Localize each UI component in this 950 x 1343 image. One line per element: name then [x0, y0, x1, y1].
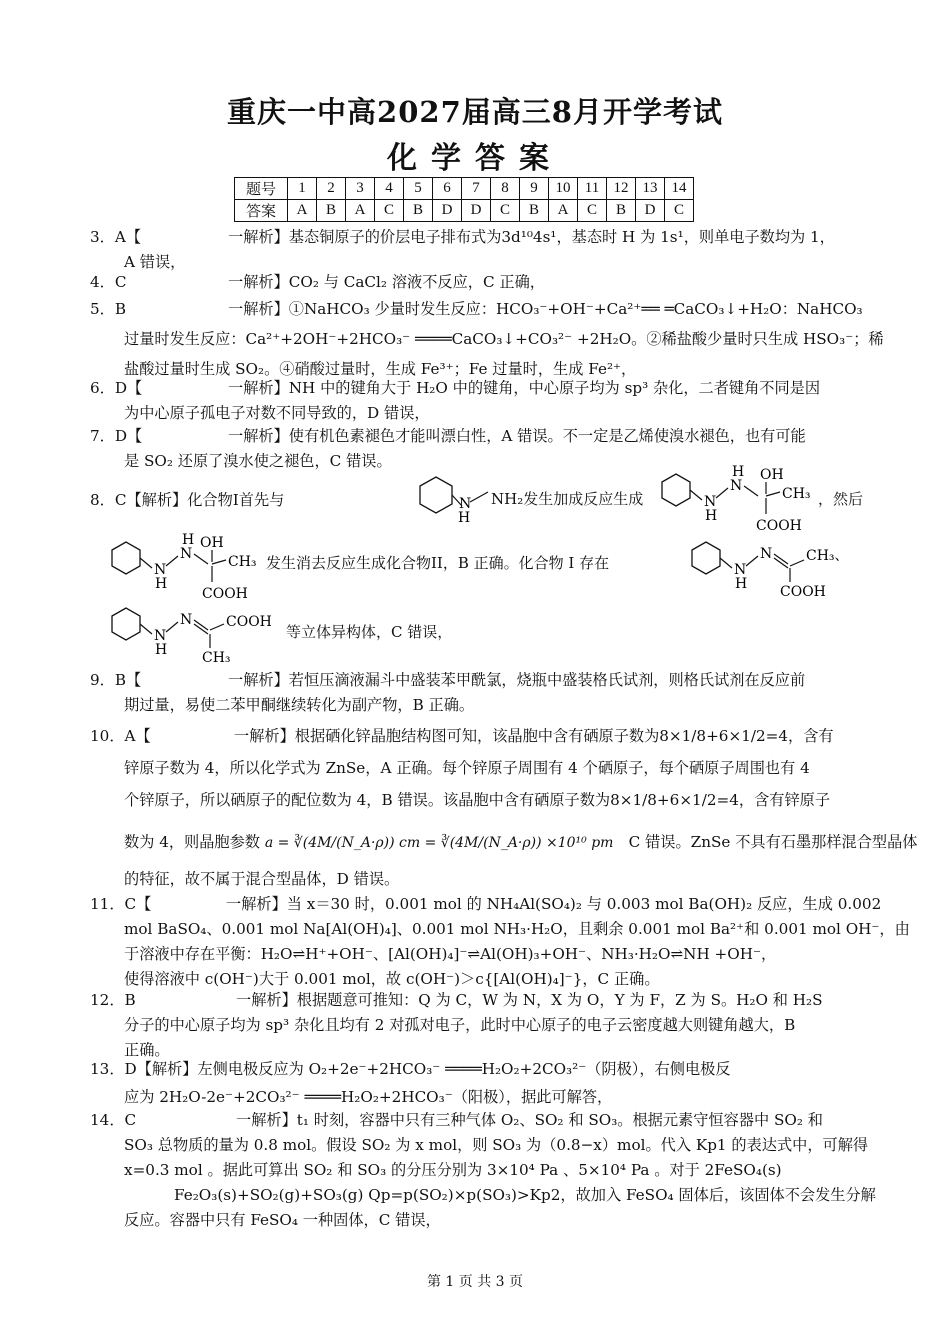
q8-then: ，然后 — [818, 490, 864, 508]
question-number-cell: 5 — [404, 178, 433, 200]
h-label: H — [155, 576, 168, 592]
h-label: H — [735, 576, 748, 592]
n-label: N — [154, 628, 167, 644]
question-number-cell: 9 — [520, 178, 549, 200]
question-14 — [90, 1108, 876, 1233]
compound-ii-structure — [686, 530, 856, 604]
q10-line4b: C 错误。ZnSe 不具有石墨那样混合型晶体 — [628, 833, 918, 851]
q13-line1: 13．D【解析】左侧电极反应为 O₂+2e⁻+2HCO₃⁻ ════H₂O₂+2CO₃²⁻（阴极），右侧电极反 — [90, 1060, 731, 1078]
ch3-label: CH₃ — [782, 486, 811, 502]
question-number-cell: 8 — [491, 178, 520, 200]
ch3-label: CH₃ — [228, 554, 257, 570]
answer-cell: C — [665, 200, 694, 222]
q11-line1: 一解析】当 x＝30 时，0.001 mol 的 NH₄Al(SO₄)₂ 与 0.003 mol Ba(OH)₂ 反应，生成 0.002 — [226, 895, 882, 913]
answer-cell: A — [288, 200, 317, 222]
benzene-ring-icon — [420, 477, 452, 513]
page-subtitle: 化学答案 — [387, 141, 563, 176]
q10-line2: 锌原子数为 4，所以化学式为 ZnSe，A 正确。每个锌原子周围有 4 个硒原子，每个硒原子周围也有 4 — [124, 759, 810, 777]
answer-table-answer-row — [235, 200, 694, 222]
page-title: 重庆一中高2027届高三8月开学考试 — [227, 95, 723, 129]
q3-line1: 一解析】基态铜原子的价层电子排布式为3d¹⁰4s¹，基态时 H 为 1s¹，则单电子数均为 1， — [228, 228, 835, 246]
q14-line5: 反应。容器中只有 FeSO₄ 一种固体，C 错误， — [124, 1211, 441, 1229]
answer-table — [234, 177, 694, 222]
q10-formula: a = ∛(4M/(N_A·ρ)) cm = ∛(4M/(N_A·ρ)) ×10¹⁰ pm — [264, 835, 614, 851]
answer-table-number-row — [235, 178, 694, 200]
q14-line2: SO₃ 总物质的量为 0.8 mol。假设 SO₂ 为 x mol，则 SO₃ 为（0.8−x）mol。代入 Kp1 的表达式中，可解得 — [124, 1136, 869, 1154]
question-number-cell: 13 — [636, 178, 665, 200]
n-label: N — [459, 496, 472, 512]
n-label: N — [180, 546, 193, 562]
q10-line3: 个锌原子，所以硒原子的配位数为 4，B 错误。该晶胞中含有硒原子数为8×1/8+6×1/2=4，含有锌原子 — [124, 791, 831, 809]
cooh-label: COOH — [226, 614, 272, 630]
q7-number: 7．D【 — [90, 427, 143, 445]
q8-line3: 等立体异构体，C 错误， — [286, 623, 453, 641]
benzene-ring-icon — [662, 474, 690, 506]
h-label: H — [732, 464, 745, 480]
question-6 — [90, 376, 865, 426]
answer-cell: A — [346, 200, 375, 222]
q5-number: 5．B — [90, 300, 127, 318]
question-number-cell: 1 — [288, 178, 317, 200]
answer-cell: C — [375, 200, 404, 222]
benzene-ring-icon — [692, 542, 720, 574]
q8-reagent: NH₂发生加成反应生成 — [491, 490, 644, 508]
q11-line2: mol BaSO₄、0.001 mol Na[Al(OH)₄]、0.001 mol NH₃·H₂O，且剩余 0.001 mol Ba²⁺和 0.001 mol OH⁻，由 — [124, 920, 910, 938]
q9-line2: 期过量，易使二苯甲酮继续转化为副产物，B 正确。 — [124, 696, 475, 714]
q12-number: 12．B — [90, 991, 136, 1009]
n-label: N — [154, 562, 167, 578]
q12-line3: 正确。 — [124, 1041, 170, 1059]
question-4 — [90, 270, 865, 295]
question-9 — [90, 668, 865, 718]
question-12 — [90, 988, 865, 1063]
q11-number: 11．C【 — [90, 895, 152, 913]
question-5 — [90, 294, 884, 384]
question-number-cell: 4 — [375, 178, 404, 200]
question-number-cell: 12 — [607, 178, 636, 200]
question-number-cell: 6 — [433, 178, 462, 200]
n-label: N — [734, 562, 747, 578]
q10-line1: 一解析】根据硒化锌晶胞结构图可知，该晶胞中含有硒原子数为8×1/8+6×1/2=4，含有 — [234, 727, 834, 745]
h-label: H — [705, 508, 718, 524]
oh-label: OH — [760, 467, 784, 483]
h-label: H — [155, 642, 168, 658]
answer-cell: B — [607, 200, 636, 222]
answer-cell: B — [520, 200, 549, 222]
phenylhydrazine-structure — [400, 466, 495, 532]
question-3 — [90, 225, 865, 275]
page-footer: 第 1 页 共 3 页 — [426, 1274, 524, 1290]
h-label: H — [182, 532, 195, 548]
oh-label: OH — [200, 535, 224, 551]
q10-number: 10．A【 — [90, 727, 151, 745]
q10-line4a: 数为 4，则晶胞参数 — [124, 833, 260, 851]
question-number-cell: 2 — [317, 178, 346, 200]
q14-line1: 一解析】t₁ 时刻，容器中只有三种气体 O₂、SO₂ 和 SO₃。根据元素守恒容器中 SO₂ 和 — [236, 1111, 823, 1129]
q4-line1: 一解析】CO₂ 与 CaCl₂ 溶液不反应，C 正确， — [228, 273, 545, 291]
q7-line2: 是 SO₂ 还原了溴水使之褪色，C 错误。 — [124, 452, 392, 470]
q6-number: 6．D【 — [90, 379, 143, 397]
adduct-structure-2 — [106, 530, 266, 604]
cooh-label: COOH — [780, 584, 826, 600]
benzene-ring-icon — [112, 542, 140, 574]
n-label: N — [180, 612, 193, 628]
q5-line3: 盐酸过量时生成 SO₂。④硝酸过量时，生成 Fe³⁺；Fe 过量时，生成 Fe²⁺， — [124, 360, 637, 378]
stereoisomer-structure — [106, 596, 286, 670]
ch3-label: CH₃ — [202, 650, 231, 666]
q4-number: 4．C — [90, 273, 127, 291]
q9-number: 9．B【 — [90, 671, 142, 689]
ch3-label: CH₃、 — [806, 548, 849, 564]
answer-cell: D — [433, 200, 462, 222]
q6-line2: 为中心原子孤电子对数不同导致的，D 错误， — [124, 404, 430, 422]
q6-line1: 一解析】NH 中的键角大于 H₂O 中的键角，中心原子均为 sp³ 杂化，二者键角不同是因 — [228, 379, 821, 397]
q5-line2: 过量时发生反应：Ca²⁺+2OH⁻+2HCO₃⁻ ════CaCO₃↓+CO₃²⁻ +2H₂O。②稀盐酸少量时只生成 HSO₃⁻；稀 — [124, 330, 884, 348]
q11-line4: 使得溶液中 c(OH⁻)大于 0.001 mol，故 c(OH⁻)＞c{[Al(OH)₄]⁻}，C 正确。 — [124, 970, 660, 988]
q13-line2: 应为 2H₂O-2e⁻+2CO₃²⁻ ════H₂O₂+2HCO₃⁻（阳极），据此可解答， — [124, 1088, 613, 1106]
n-label: N — [704, 494, 717, 510]
row-label-number: 题号 — [235, 178, 288, 200]
question-number-cell: 14 — [665, 178, 694, 200]
answer-cell: B — [317, 200, 346, 222]
q12-line1: 一解析】根据题意可推知：Q 为 C，W 为 N，X 为 O，Y 为 F，Z 为 S。H₂O 和 H₂S — [236, 991, 823, 1009]
answer-cell: C — [578, 200, 607, 222]
answer-cell: D — [636, 200, 665, 222]
question-number-cell: 7 — [462, 178, 491, 200]
q8-line2: 发生消去反应生成化合物II，B 正确。化合物 I 存在 — [266, 554, 610, 572]
q8-number: 8．C【解析】化合物I首先与 — [90, 491, 285, 509]
row-label-answer: 答案 — [235, 200, 288, 222]
benzene-ring-icon — [112, 608, 140, 640]
cooh-label: COOH — [756, 518, 802, 534]
question-number-cell: 3 — [346, 178, 375, 200]
q14-line4: Fe₂O₃(s)+SO₂(g)+SO₃(g) Qp=p(SO₂)×p(SO₃)>Kp2，故加入 FeSO₄ 固体后，该固体不会发生分解 — [174, 1186, 876, 1204]
q12-line2: 分子的中心原子均为 sp³ 杂化且均有 2 对孤对电子，此时中心原子的电子云密度越大则键角越大，B — [124, 1016, 796, 1034]
q3-number: 3．A【 — [90, 228, 142, 246]
n-label: N — [730, 478, 743, 494]
q5-line1: 一解析】①NaHCO₃ 少量时发生反应：HCO₃⁻+OH⁻+Ca²⁺══ ═CaCO₃↓+H₂O：NaHCO₃ — [228, 300, 863, 318]
q14-line3: x=0.3 mol 。据此可算出 SO₂ 和 SO₃ 的分压分别为 3×10⁴ Pa 、5×10⁴ Pa 。对于 2FeSO₄(s) — [124, 1161, 782, 1179]
answer-cell: A — [549, 200, 578, 222]
question-11 — [90, 892, 910, 992]
nh-label: H — [458, 510, 471, 526]
answer-cell: B — [404, 200, 433, 222]
question-13 — [90, 1055, 865, 1111]
q9-line1: 一解析】若恒压滴液漏斗中盛装苯甲酰氯，烧瓶中盛装格氏试剂，则格氏试剂在反应前 — [228, 671, 806, 689]
q14-number: 14．C — [90, 1111, 137, 1129]
q3-line2: A 错误， — [124, 253, 186, 271]
q7-line1: 一解析】使有机色素褪色才能叫漂白性，A 错误。不一定是乙烯使溴水褪色，也有可能 — [228, 427, 806, 445]
q11-line3: 于溶液中存在平衡：H₂O⇌H⁺+OH⁻、[Al(OH)₄]⁻⇌Al(OH)₃+OH⁻、NH₃·H₂O⇌NH +OH⁻， — [124, 945, 777, 963]
answer-cell: C — [491, 200, 520, 222]
n-label: N — [760, 546, 773, 562]
cooh-label: COOH — [202, 586, 248, 602]
adduct-structure — [656, 462, 826, 536]
question-number-cell: 10 — [549, 178, 578, 200]
question-10 — [90, 720, 918, 895]
answer-cell: D — [462, 200, 491, 222]
question-number-cell: 11 — [578, 178, 607, 200]
q10-line5: 的特征，故不属于混合型晶体，D 错误。 — [124, 870, 400, 888]
